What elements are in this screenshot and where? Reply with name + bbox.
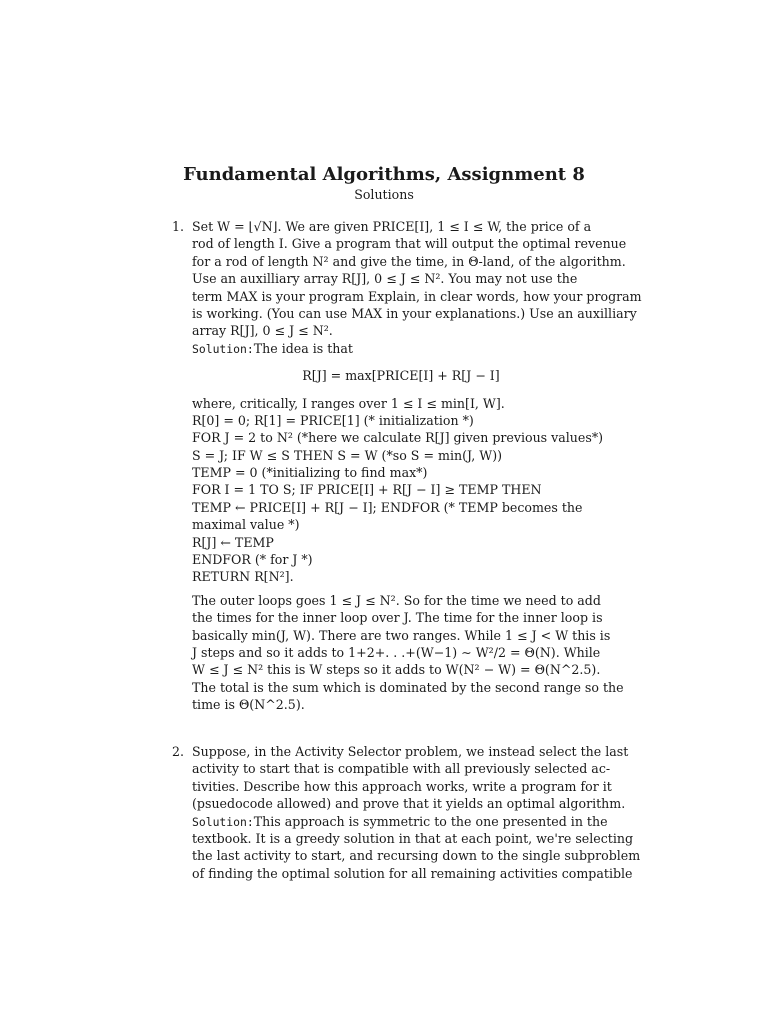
problem-2-statement-line: (psuedocode allowed) and prove that it yields an optimal algorithm.: [192, 796, 626, 812]
analysis-line: the times for the inner loop over J. The time for the inner loop is: [192, 610, 603, 626]
program-line: RETURN R[N²].: [192, 569, 294, 585]
problem-1-statement-line: Use an auxilliary array R[J], 0 ≤ J ≤ N². You may not use the: [192, 271, 578, 287]
program-line: ENDFOR (* for J *): [192, 552, 313, 568]
solution-intro-text: The idea is that: [253, 340, 353, 356]
document-title: Fundamental Algorithms, Assignment 8: [183, 164, 585, 185]
document-subtitle: Solutions: [354, 187, 414, 202]
program-line: FOR I = 1 TO S; IF PRICE[I] + R[J − I] ≥ TEMP THEN: [192, 482, 542, 498]
problem-1-statement-line: for a rod of length N² and give the time, in Θ-land, of the algorithm.: [192, 253, 626, 269]
program-line: TEMP = 0 (*initializing to find max*): [192, 465, 428, 481]
problem-2: [192, 743, 641, 882]
program-line: maximal value *): [192, 517, 300, 533]
problem-1-statement-line: is working. (You can use MAX in your explanations.) Use an auxilliary: [192, 305, 637, 321]
problem-2-solution-line: the last activity to start, and recursing down to the single subproblem: [192, 848, 641, 864]
problem-2-solution-line: textbook. It is a greedy solution in that at each point, we're selecting: [192, 830, 634, 846]
analysis-line: J steps and so it adds to 1+2+. . .+(W−1) ∼ W²/2 = Θ(N). While: [192, 645, 601, 660]
problem-2-solution-line: of finding the optimal solution for all remaining activities compatible: [192, 865, 633, 881]
problem-2-statement-line: tivities. Describe how this approach works, write a program for it: [192, 778, 612, 794]
analysis-line: W ≤ J ≤ N² this is W steps so it adds to W(N² − W) = Θ(N^2.5).: [192, 662, 601, 678]
problem-1: [192, 218, 642, 714]
analysis-line: time is Θ(N^2.5).: [192, 697, 305, 713]
problem-1-number: 1.: [172, 219, 185, 234]
problem-1-statement-line: term MAX is your program Explain, in clear words, how your program: [192, 288, 642, 304]
analysis-line: basically min(J, W). There are two ranges. While 1 ≤ J < W this is: [192, 627, 611, 643]
solution-text: This approach is symmetric to the one presented in the: [253, 813, 608, 829]
program-line: R[0] = 0; R[1] = PRICE[1] (* initialization *): [192, 412, 474, 428]
program-line: where, critically, I ranges over 1 ≤ I ≤ min[I, W].: [192, 395, 505, 411]
program-line: FOR J = 2 to N² (*here we calculate R[J] given previous values*): [192, 430, 604, 446]
problem-1-statement-line: array R[J], 0 ≤ J ≤ N².: [192, 323, 333, 339]
problem-2-statement-line: Suppose, in the Activity Selector problem, we instead select the last: [192, 744, 629, 759]
program-line: R[J] ← TEMP: [192, 534, 274, 550]
problem-1-statement-line: rod of length I. Give a program that will output the optimal revenue: [192, 236, 627, 252]
solution-label: Solution:: [192, 341, 254, 356]
analysis-line: The total is the sum which is dominated by the second range so the: [192, 679, 624, 695]
solution-label: Solution:: [192, 814, 254, 829]
program-line: TEMP ← PRICE[I] + R[J − I]; ENDFOR (* TEMP becomes the: [192, 499, 583, 515]
problem-2-solution-line: [192, 813, 610, 830]
problem-1-statement-line: Set W = ⌊√N⌋. We are given PRICE[I], 1 ≤ I ≤ W, the price of a: [192, 219, 592, 234]
problem-2-number: 2.: [172, 744, 185, 759]
problem-1-solution-intro: [192, 340, 610, 357]
program-line: S = J; IF W ≤ S THEN S = W (*so S = min(J, W)): [192, 447, 503, 463]
problem-1-equation: R[J] = max[PRICE[I] + R[J − I]: [302, 368, 500, 384]
problem-2-statement-line: activity to start that is compatible with all previously selected ac-: [192, 761, 611, 777]
analysis-line: The outer loops goes 1 ≤ J ≤ N². So for the time we need to add: [192, 592, 601, 608]
